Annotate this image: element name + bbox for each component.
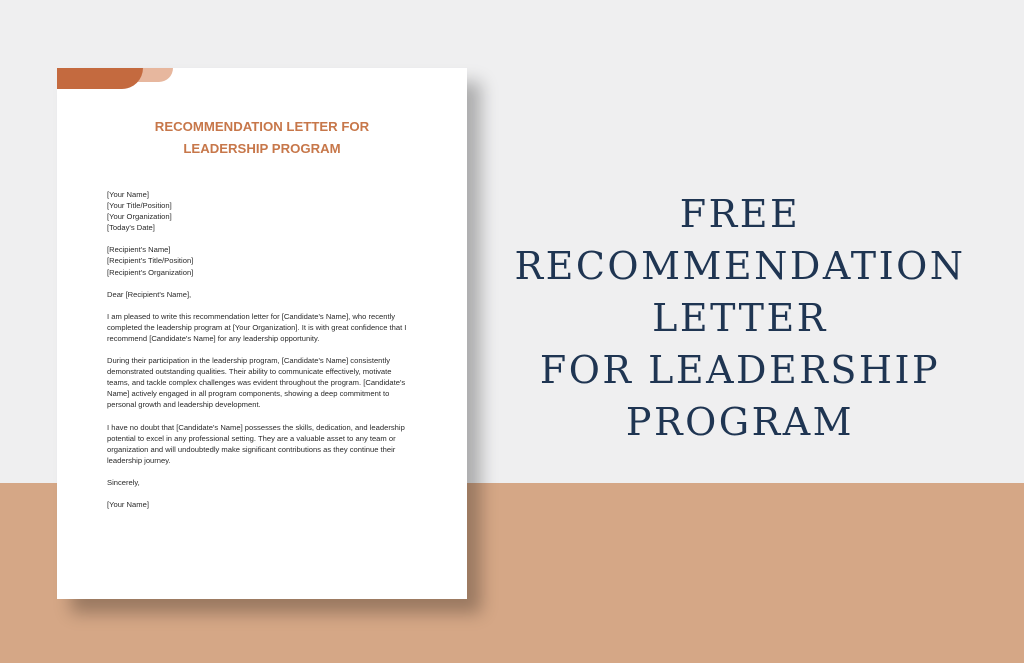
paragraph-line: demonstrated outstanding qualities. Their ability to communicate effectively, motivate — [107, 367, 392, 377]
paragraph-line: personal growth and leadership development. — [107, 400, 261, 410]
paragraph-line: Name] actively engaged in all program components, showing a deep commitment to — [107, 389, 390, 399]
paragraph-line: teams, and tackle complex challenges was evident throughout the program. [Candidate's — [107, 378, 406, 388]
letter-body — [107, 189, 417, 510]
paragraph-line: organization and will undoubtedly make significant contributions as they continue their — [107, 444, 396, 454]
letter-page — [57, 68, 467, 599]
paragraph-line: completed the leadership program at [Your Organization]. It is with great confidence that I — [107, 322, 407, 332]
sender-line: [Your Title/Position] — [107, 201, 172, 211]
sender-line: [Your Name] — [107, 190, 149, 199]
letter-title-line: RECOMMENDATION LETTER FOR — [154, 119, 370, 134]
paragraph-line: I am pleased to write this recommendation letter for [Candidate's Name], who recently — [107, 311, 396, 321]
headline-line: LETTER — [652, 296, 828, 340]
letter-title-line: LEADERSHIP PROGRAM — [183, 141, 341, 156]
paragraph-line: recommend [Candidate's Name] for any leadership opportunity. — [107, 333, 320, 343]
corner-decoration-dark — [57, 68, 143, 89]
sender-line: [Today's Date] — [107, 223, 155, 233]
recipient-line: [Recipient's Name] — [107, 245, 171, 255]
letter-title — [57, 116, 467, 160]
headline-line: RECOMMENDATION — [514, 244, 966, 288]
paragraph-line: potential to excel in any professional setting. They are a valuable asset to any team or — [107, 433, 396, 443]
paragraph-line: I have no doubt that [Candidate's Name] possesses the skills, dedication, and leadership — [107, 422, 405, 432]
recipient-line: [Recipient's Title/Position] — [107, 256, 194, 266]
paragraph-line: During their participation in the leadership program, [Candidate's Name] consistently — [107, 356, 390, 366]
headline — [510, 188, 970, 448]
sender-line: [Your Organization] — [107, 212, 172, 222]
headline-line: PROGRAM — [625, 400, 855, 444]
recipient-line: [Recipient's Organization] — [107, 267, 194, 277]
headline-line: FREE — [679, 192, 801, 236]
closing: Sincerely, — [107, 477, 140, 487]
signature: [Your Name] — [107, 499, 149, 509]
paragraph-line: leadership journey. — [107, 455, 171, 465]
salutation: Dear [Recipient's Name], — [107, 289, 192, 299]
headline-line: FOR LEADERSHIP — [539, 348, 941, 392]
